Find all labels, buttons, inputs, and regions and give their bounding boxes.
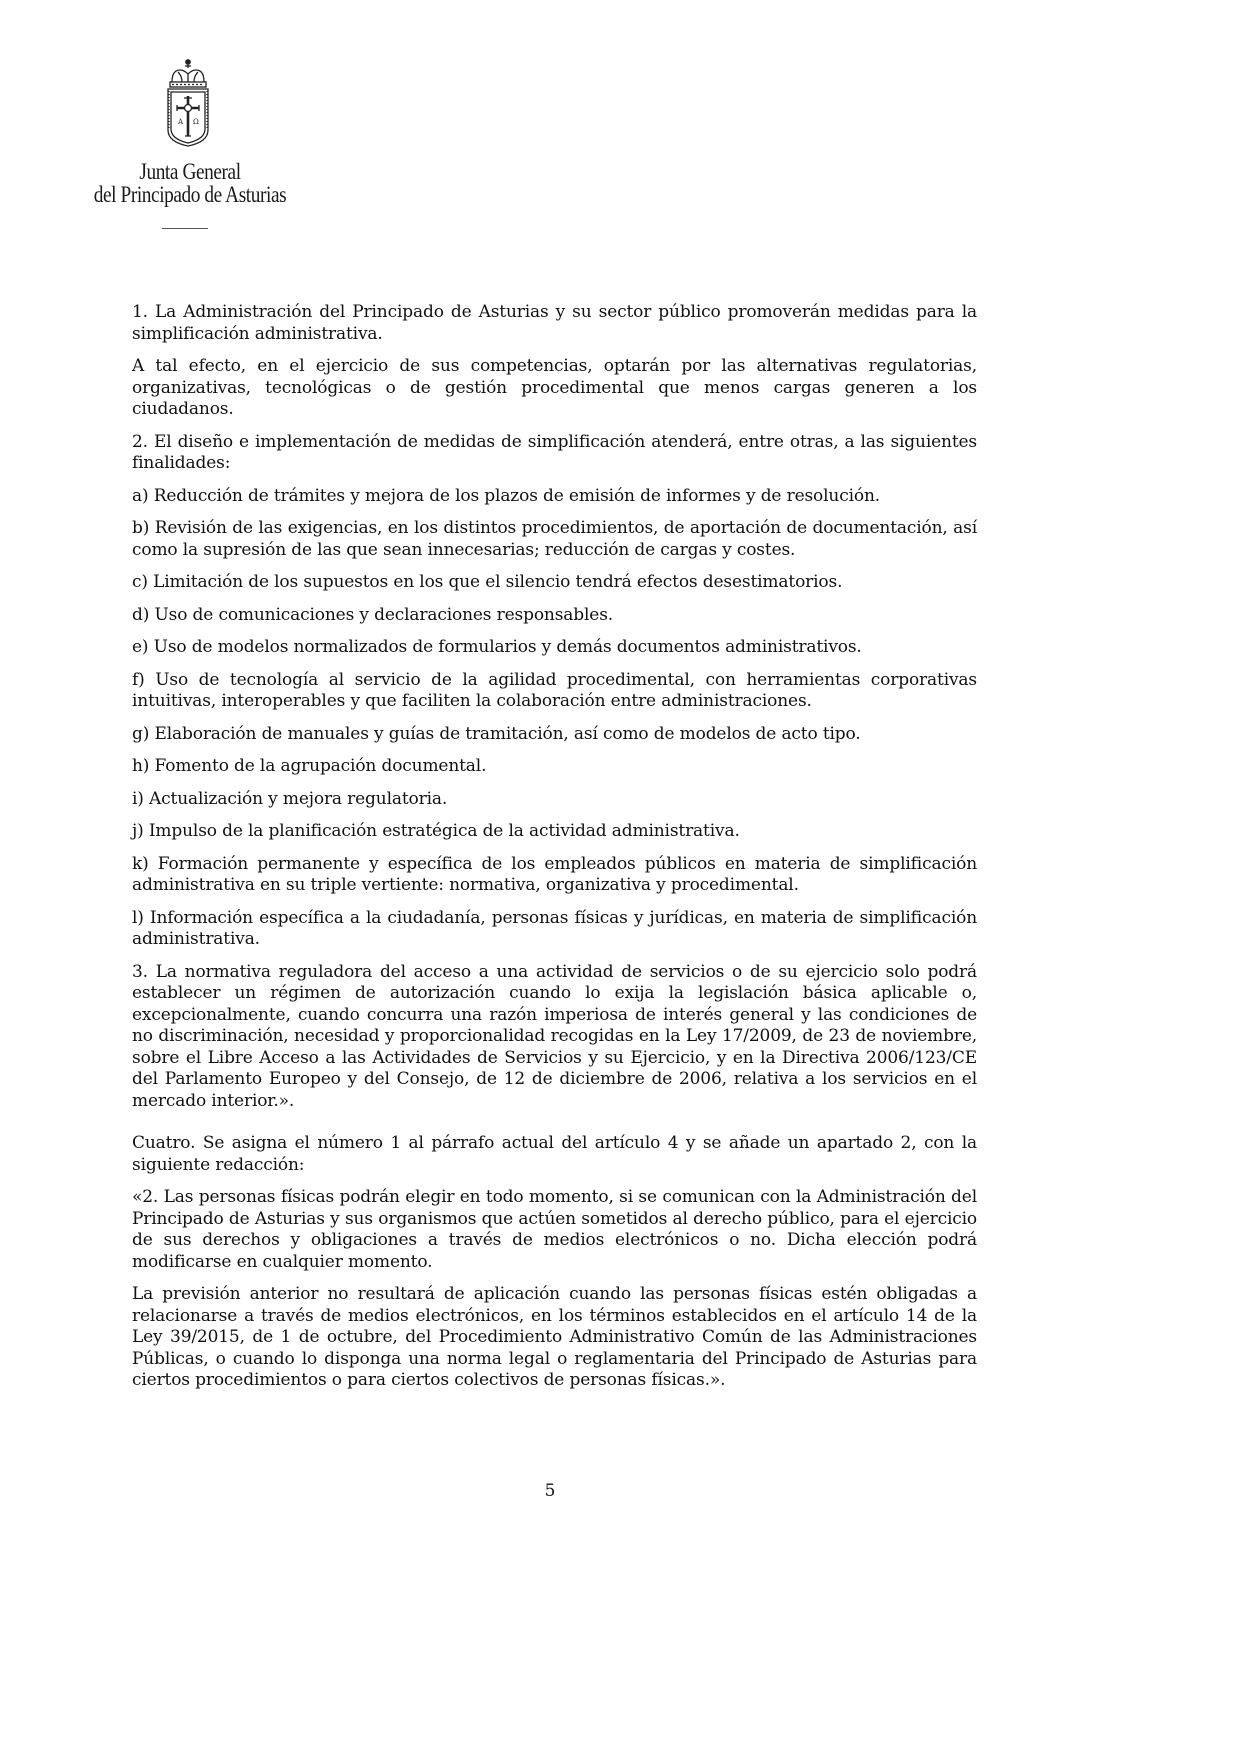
list-item-f: f) Uso de tecnología al servicio de la agilidad procedimental, con herramientas corporativas intuitivas, interoperables y que faciliten la colaboración entre administraciones. <box>132 669 977 711</box>
organization-name <box>81 160 299 206</box>
list-item-k: k) Formación permanente y específica de los empleados públicos en materia de simplificación administrativa en su triple vertiente: normativa, organizativa y procedimental. <box>132 853 977 895</box>
asturias-coat-of-arms-icon <box>158 58 218 150</box>
document-body <box>132 302 977 1403</box>
paragraph-3: 2. El diseño e implementación de medidas de simplificación atenderá, entre otras, a las siguientes finalidades: <box>132 431 977 473</box>
page-number: 5 <box>544 1481 556 1501</box>
svg-text:Ω: Ω <box>193 118 199 126</box>
list-item-h: h) Fomento de la agrupación documental. <box>132 756 487 776</box>
list-item-d: d) Uso de comunicaciones y declaraciones responsables. <box>132 604 614 625</box>
paragraph-6: «2. Las personas físicas podrán elegir en todo momento, si se comunican con la Administración del Principado de Asturias y sus organismos que actúen sometidos al derecho público, para el ejercicio de sus derechos y obligaciones a través de medios electrónicos o no. Dicha elección podrá modificarse en cualquier momento. <box>132 1187 977 1272</box>
list-item-j: j) Impulso de la planificación estratégica de la actividad administrativa. <box>132 821 740 841</box>
header-divider <box>162 228 208 229</box>
organization-name-line2: del Principado de Asturias <box>93 182 287 207</box>
list-item-e: e) Uso de modelos normalizados de formularios y demás documentos administrativos. <box>132 637 862 657</box>
paragraph-4: 3. La normativa reguladora del acceso a una actividad de servicios o de su ejercicio solo podrá establecer un régimen de autorización cuando lo exija la legislación básica aplicable o, excepcionalmente, cuando concurra una razón imperiosa de interés general y las condiciones de no discriminación, necesidad y proporcionalidad recogidas en la Ley 17/2009, de 23 de noviembre, sobre el Libre Acceso a las Actividades de Servicios y su Ejercicio, y en la Directiva 2006/123/CE del Parlamento Europeo y del Consejo, de 12 de diciembre de 2006, relativa a los servicios en el mercado interior.». <box>132 961 977 1111</box>
list-item-c: c) Limitación de los supuestos en los que el silencio tendrá efectos desestimatorios. <box>132 572 843 592</box>
list-item-b: b) Revisión de las exigencias, en los distintos procedimientos, de aportación de documentación, así como la supresión de las que sean innecesarias; reducción de cargas y costes. <box>132 518 977 560</box>
list-item-g: g) Elaboración de manuales y guías de tramitación, así como de modelos de acto tipo. <box>132 723 861 744</box>
list-item-l: l) Información específica a la ciudadanía, personas físicas y jurídicas, en materia de simplificación administrativa. <box>132 907 977 949</box>
paragraph-7: La previsión anterior no resultará de aplicación cuando las personas físicas estén obligadas a relacionarse a través de medios electrónicos, en los términos establecidos en el artículo 14 de la Ley 39/2015, de 1 de octubre, del Procedimiento Administrativo Común de las Administraciones Públicas, o cuando lo disponga una norma legal o reglamentaria del Principado de Asturias para ciertos procedimientos o para ciertos colectivos de personas físicas.». <box>132 1284 977 1390</box>
svg-text:A: A <box>178 118 184 126</box>
paragraph-5: Cuatro. Se asigna el número 1 al párrafo actual del artículo 4 y se añade un apartado 2, con la siguiente redacción: <box>132 1133 977 1175</box>
list-item-a: a) Reducción de trámites y mejora de los plazos de emisión de informes y de resolución. <box>132 485 881 506</box>
list-item-i: i) Actualización y mejora regulatoria. <box>132 788 448 809</box>
organization-name-line1: Junta General <box>139 159 241 184</box>
paragraph-1: 1. La Administración del Principado de Asturias y su sector público promoverán medidas para la simplificación administrativa. <box>132 302 977 344</box>
paragraph-2: A tal efecto, en el ejercicio de sus competencias, optarán por las alternativas regulatorias, organizativas, tecnológicas o de gestión procedimental que menos cargas generen a los ciudadanos. <box>132 356 977 419</box>
